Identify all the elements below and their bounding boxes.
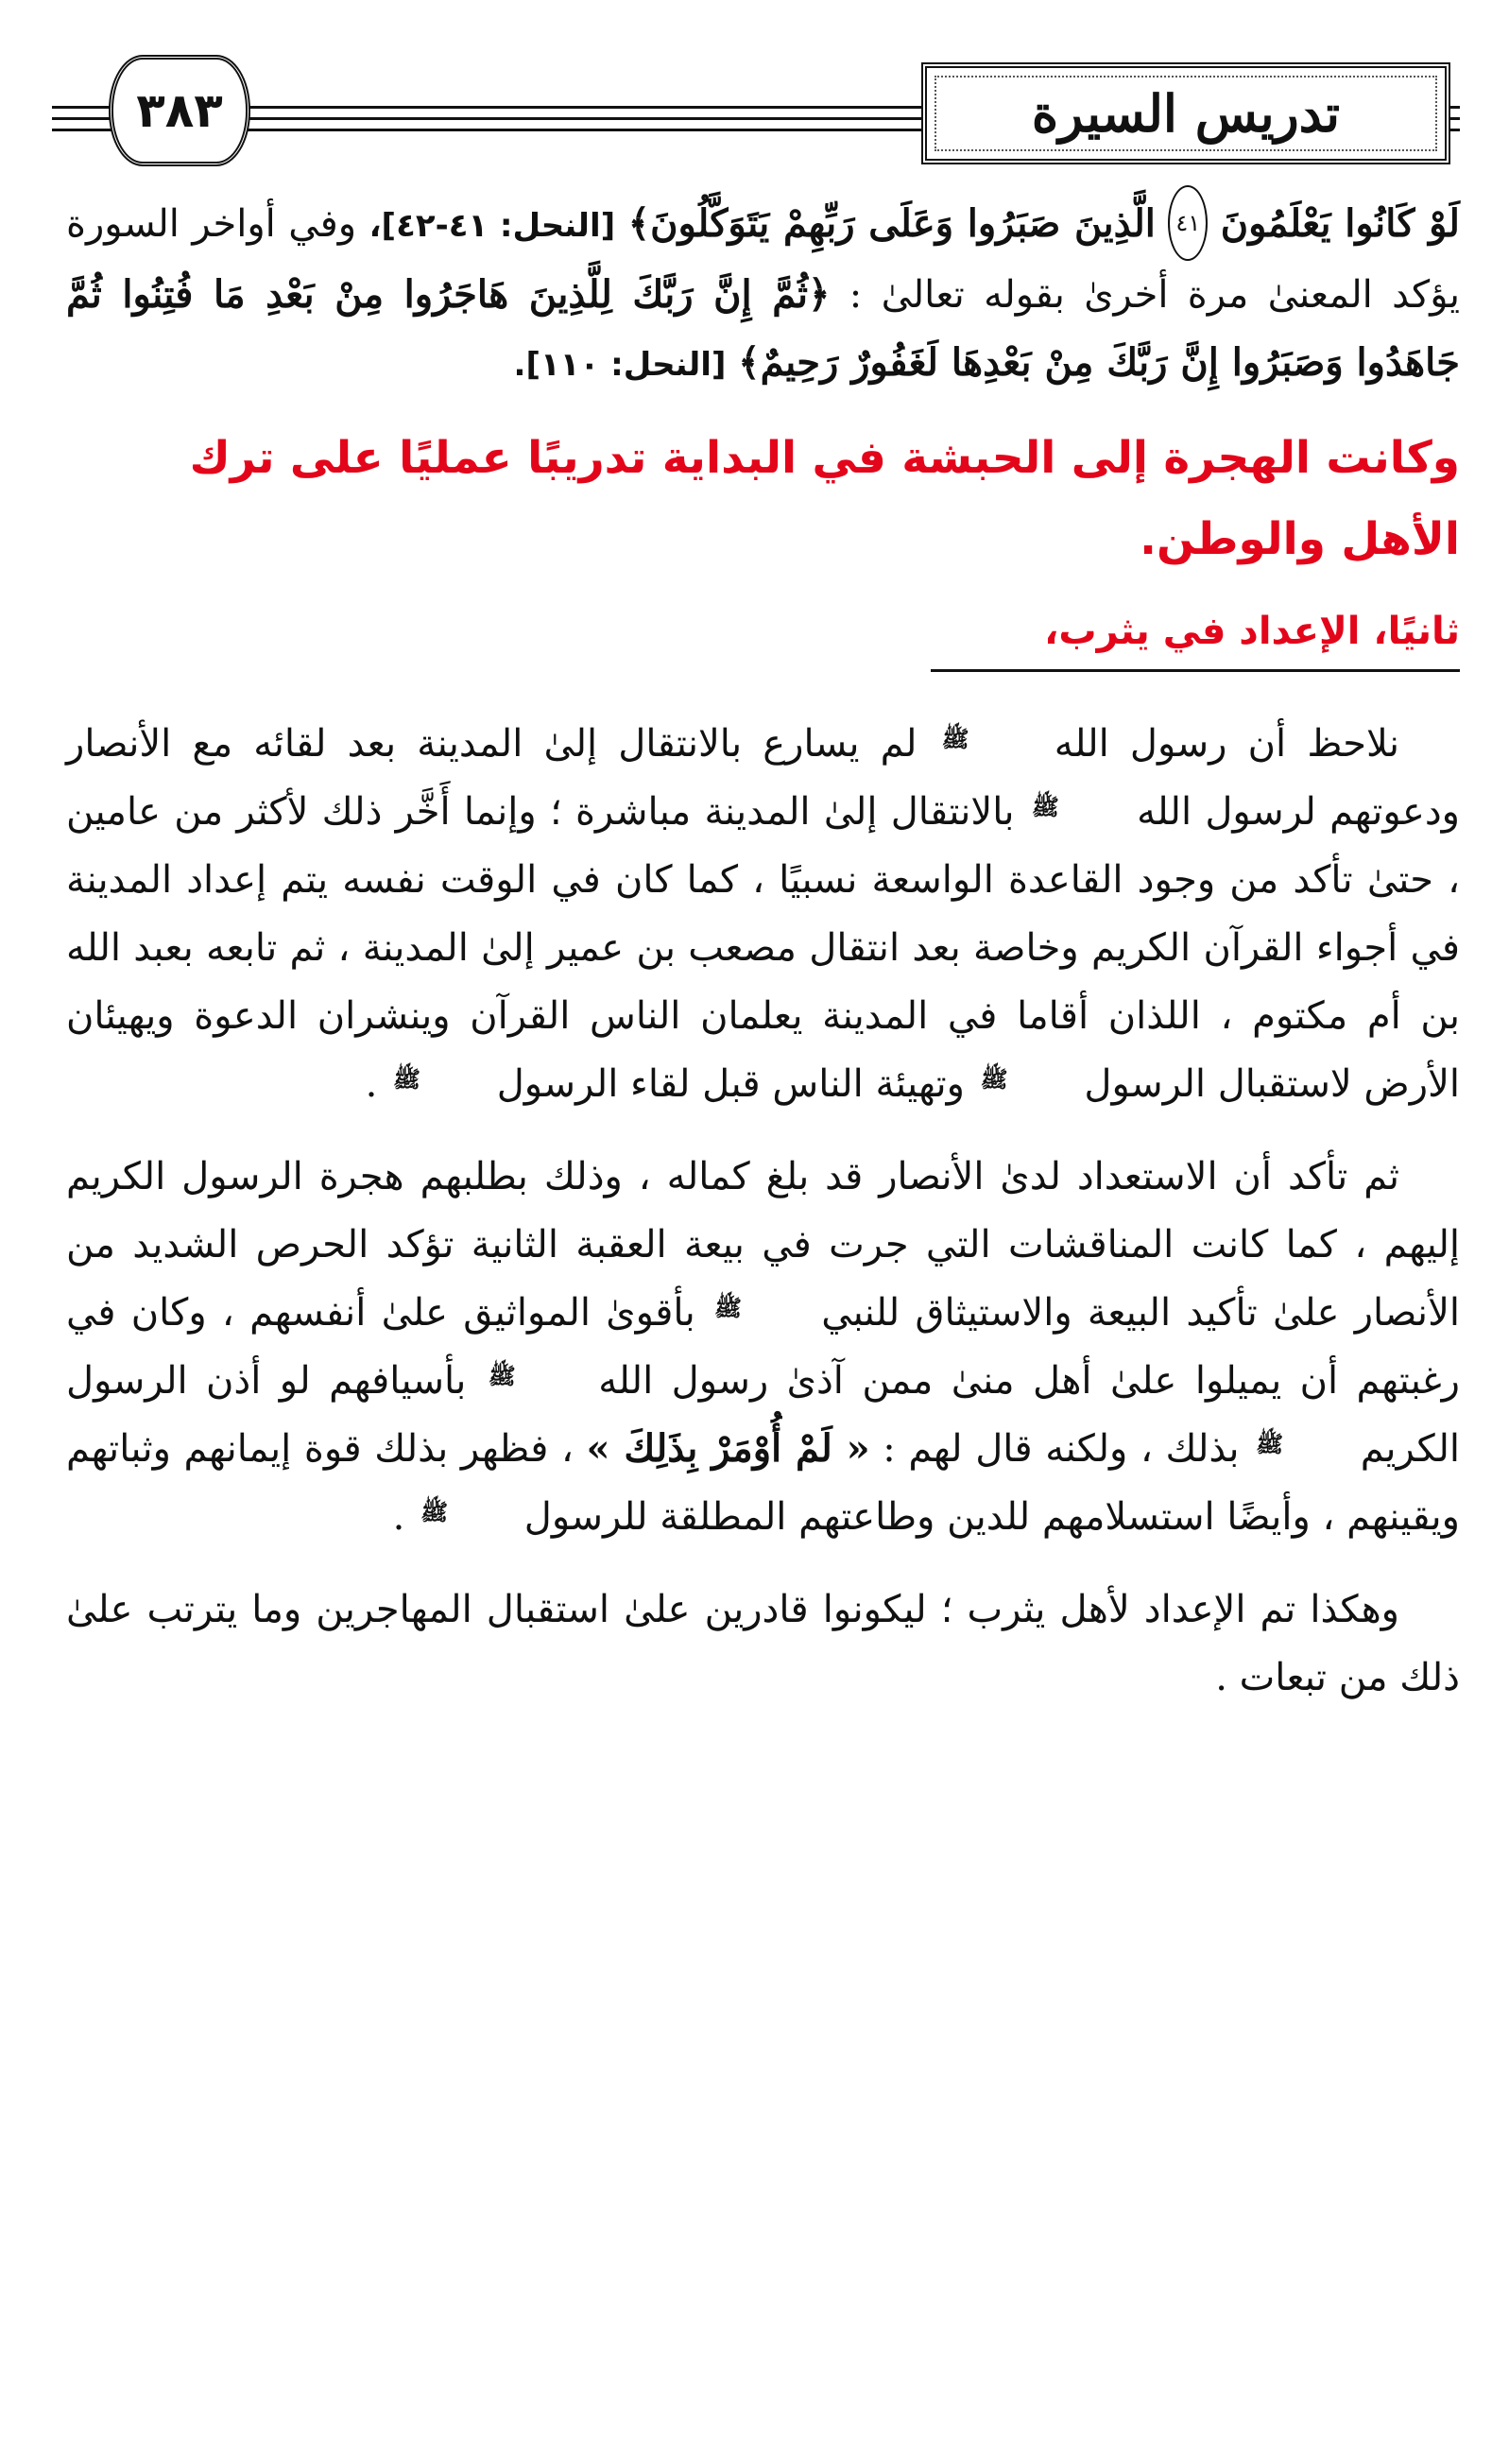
highlighted-statement: وكانت الهجرة إلى الحبشة في البداية تدريبًا عمليًا على ترك الأهل والوطن. — [189, 432, 1460, 565]
section-heading-wrap — [66, 601, 1460, 672]
body-text: بأقوىٰ المواثيق علىٰ أنفسهم ، وكان في رغبتهم أن يميلوا علىٰ أهل منىٰ ممن آذىٰ رسول الله — [66, 1291, 1460, 1403]
page-header — [52, 55, 1460, 178]
body-text: وفي أواخر السورة يؤكد المعنىٰ مرة أخرىٰ بقوله تعالىٰ : — [66, 202, 1460, 317]
body-text: بذلك ، ولكنه قال لهم : — [883, 1427, 1240, 1471]
surah-reference: [النحل: ٤١-٤٢]، — [369, 207, 616, 245]
hadith-quote: « لَمْ أُوْمَرْ بِذَلِكَ » — [586, 1426, 870, 1471]
quran-text: الَّذِينَ صَبَرُوا وَعَلَى رَبِّهِمْ يَتَوَكَّلُونَ﴾ — [627, 201, 1156, 246]
body-text: لم يسارع بالانتقال إلىٰ المدينة بعد لقائه مع الأنصار ودعوتهم لرسول الله — [66, 722, 1460, 834]
body-text: ، فظهر بذلك قوة إيمانهم وثباتهم ويقينهم ، وأيضًا استسلامهم للدين وطاعتهم المطلقة للرسول — [66, 1427, 1460, 1539]
book-title: تدريس السيرة — [1031, 83, 1341, 144]
body-text: ثم تأكد أن الاستعداد لدىٰ الأنصار قد بلغ كماله ، وذلك بطلبهم هجرة الرسول الكريم إليهم ، كما كانت المناقشات التي جرت في بيعة العقبة الثانية تؤكد الحرص الشديد من الأنصار علىٰ تأكيد البيعة والاستيثاق للنبي — [66, 1155, 1461, 1335]
body-text: . — [365, 1062, 378, 1106]
book-title-frame — [921, 62, 1450, 164]
body-text: بالانتقال إلىٰ المدينة مباشرة ؛ وإنما أَخَّر ذلك لأكثر من عامين ، حتىٰ تأكد من وجود القاعدة الواسعة نسبيًا ، كما كان في الوقت نفسه يتم إعداد المدينة في أجواء القرآن الكريم وخاصة بعد انتقال مصعب بن عمير إلىٰ المدينة ، ثم تابعه بعبد الله بن أم مكتوم ، اللذان أقاما في المدينة يعلمان الناس القرآن وينشران الدعوة ويهيئان الأرض لاستقبال الرسول — [66, 790, 1460, 1106]
honorific-glyph: ﷺ — [1031, 793, 1059, 820]
body-text: وتهيئة الناس قبل لقاء الرسول — [496, 1062, 965, 1106]
honorific-glyph: ﷺ — [714, 1294, 742, 1321]
paragraph — [66, 710, 1460, 1118]
paragraph-quran-citation — [66, 185, 1460, 399]
honorific-glyph: ﷺ — [941, 725, 969, 752]
paragraph — [66, 1576, 1460, 1712]
page-number: ٣٨٣ — [136, 83, 223, 138]
page-body — [66, 185, 1460, 1712]
ayah-number-mark: ٤١ — [1168, 185, 1208, 261]
honorific-glyph: ﷺ — [980, 1065, 1008, 1093]
surah-reference: [النحل: ١١٠]. — [513, 346, 727, 384]
honorific-glyph: ﷺ — [420, 1498, 449, 1525]
honorific-glyph: ﷺ — [393, 1065, 420, 1093]
quran-text: لَوْ كَانُوا يَعْلَمُونَ — [1220, 201, 1460, 246]
body-text: بأسيافهم لو أذن الرسول الكريم — [66, 1359, 1460, 1471]
body-text: وهكذا تم الإعداد لأهل يثرب ؛ ليكونوا قادرين علىٰ استقبال المهاجرين وما يترتب علىٰ ذلك من تبعات . — [66, 1588, 1460, 1699]
body-text: . — [392, 1495, 405, 1539]
section-heading: ثانيًا، الإعداد في يثرب، — [931, 601, 1460, 672]
body-text: نلاحظ أن رسول الله — [1054, 722, 1400, 766]
honorific-glyph: ﷺ — [488, 1362, 516, 1389]
honorific-glyph: ﷺ — [1256, 1430, 1284, 1457]
quran-text: ﴿ثُمَّ إِنَّ رَبَّكَ لِلَّذِينَ هَاجَرُوا مِنْ بَعْدِ مَا فُتِنُوا ثُمَّ جَاهَدُوا وَصَبَرُوا إِنَّ رَبَّكَ مِنْ بَعْدِهَا لَغَفُورٌ رَحِيمٌ﴾ — [66, 272, 1460, 385]
paragraph — [66, 1143, 1460, 1551]
page-number-frame — [109, 55, 250, 166]
